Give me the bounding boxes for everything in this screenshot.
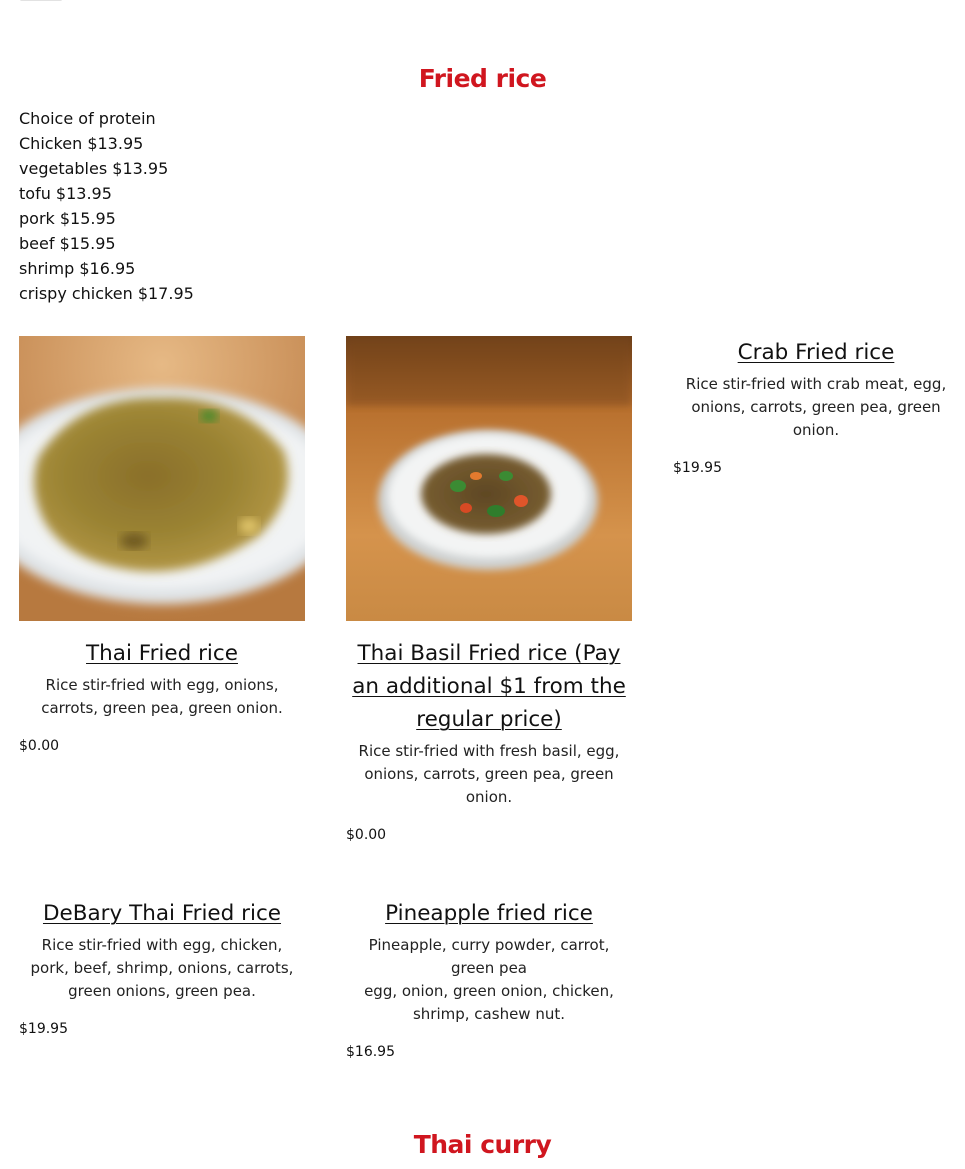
protein-price-list (19, 106, 194, 306)
protein-option-pork: pork $15.95 (19, 209, 116, 228)
thai-basil-fried-rice-photo[interactable] (346, 336, 632, 621)
thai-basil-fried-rice-price: $0.00 (346, 827, 387, 843)
thai-fried-rice-price: $0.00 (19, 738, 60, 754)
thai-basil-fried-rice-description: Rice stir-fried with fresh basil, egg, onions, carrots, green pea, green onion. (358, 742, 620, 806)
thai-basil-fried-rice-name[interactable]: Thai Basil Fried rice (Pay an additional $1 from the regular price) (352, 641, 626, 732)
menu-item-debary-thai-fried-rice (19, 897, 305, 1039)
protein-option-vegetables: vegetables $13.95 (19, 159, 169, 178)
menu-item-thai-fried-rice (19, 336, 305, 756)
pineapple-fried-rice-price: $16.95 (346, 1044, 395, 1060)
section-title-thai-curry: Thai curry (413, 1130, 552, 1159)
protein-list-heading: Choice of protein (19, 109, 156, 128)
section-title-fried-rice: Fried rice (418, 64, 547, 93)
pineapple-desc-line-1: Pineapple, curry powder, carrot, green pea (368, 936, 610, 977)
menu-item-crab-fried-rice (673, 336, 959, 478)
protein-option-crispy-chicken: crispy chicken $17.95 (19, 284, 194, 303)
crab-fried-rice-description: Rice stir-fried with crab meat, egg, onions, carrots, green pea, green onion. (685, 375, 947, 439)
protein-option-shrimp: shrimp $16.95 (19, 259, 136, 278)
protein-option-chicken: Chicken $13.95 (19, 134, 144, 153)
thai-fried-rice-photo[interactable] (19, 336, 305, 621)
protein-option-beef: beef $15.95 (19, 234, 116, 253)
top-divider (20, 0, 62, 1)
pineapple-desc-line-2: egg, onion, green onion, chicken, shrimp, cashew nut. (364, 982, 614, 1023)
menu-item-thai-basil-fried-rice (346, 336, 632, 845)
thai-fried-rice-name[interactable]: Thai Fried rice (86, 641, 238, 666)
crab-fried-rice-name[interactable]: Crab Fried rice (737, 340, 895, 365)
menu-item-pineapple-fried-rice (346, 897, 632, 1062)
debary-thai-fried-rice-name[interactable]: DeBary Thai Fried rice (42, 901, 282, 926)
thai-fried-rice-description: Rice stir-fried with egg, onions, carrots, green pea, green onion. (41, 676, 283, 717)
debary-thai-fried-rice-price: $19.95 (19, 1021, 68, 1037)
pineapple-fried-rice-name[interactable]: Pineapple fried rice (385, 901, 593, 926)
debary-thai-fried-rice-description: Rice stir-fried with egg, chicken, pork, beef, shrimp, onions, carrots, green onions, green pea. (30, 936, 294, 1000)
pineapple-fried-rice-description (346, 934, 632, 1026)
protein-option-tofu: tofu $13.95 (19, 184, 112, 203)
crab-fried-rice-price: $19.95 (673, 460, 722, 476)
